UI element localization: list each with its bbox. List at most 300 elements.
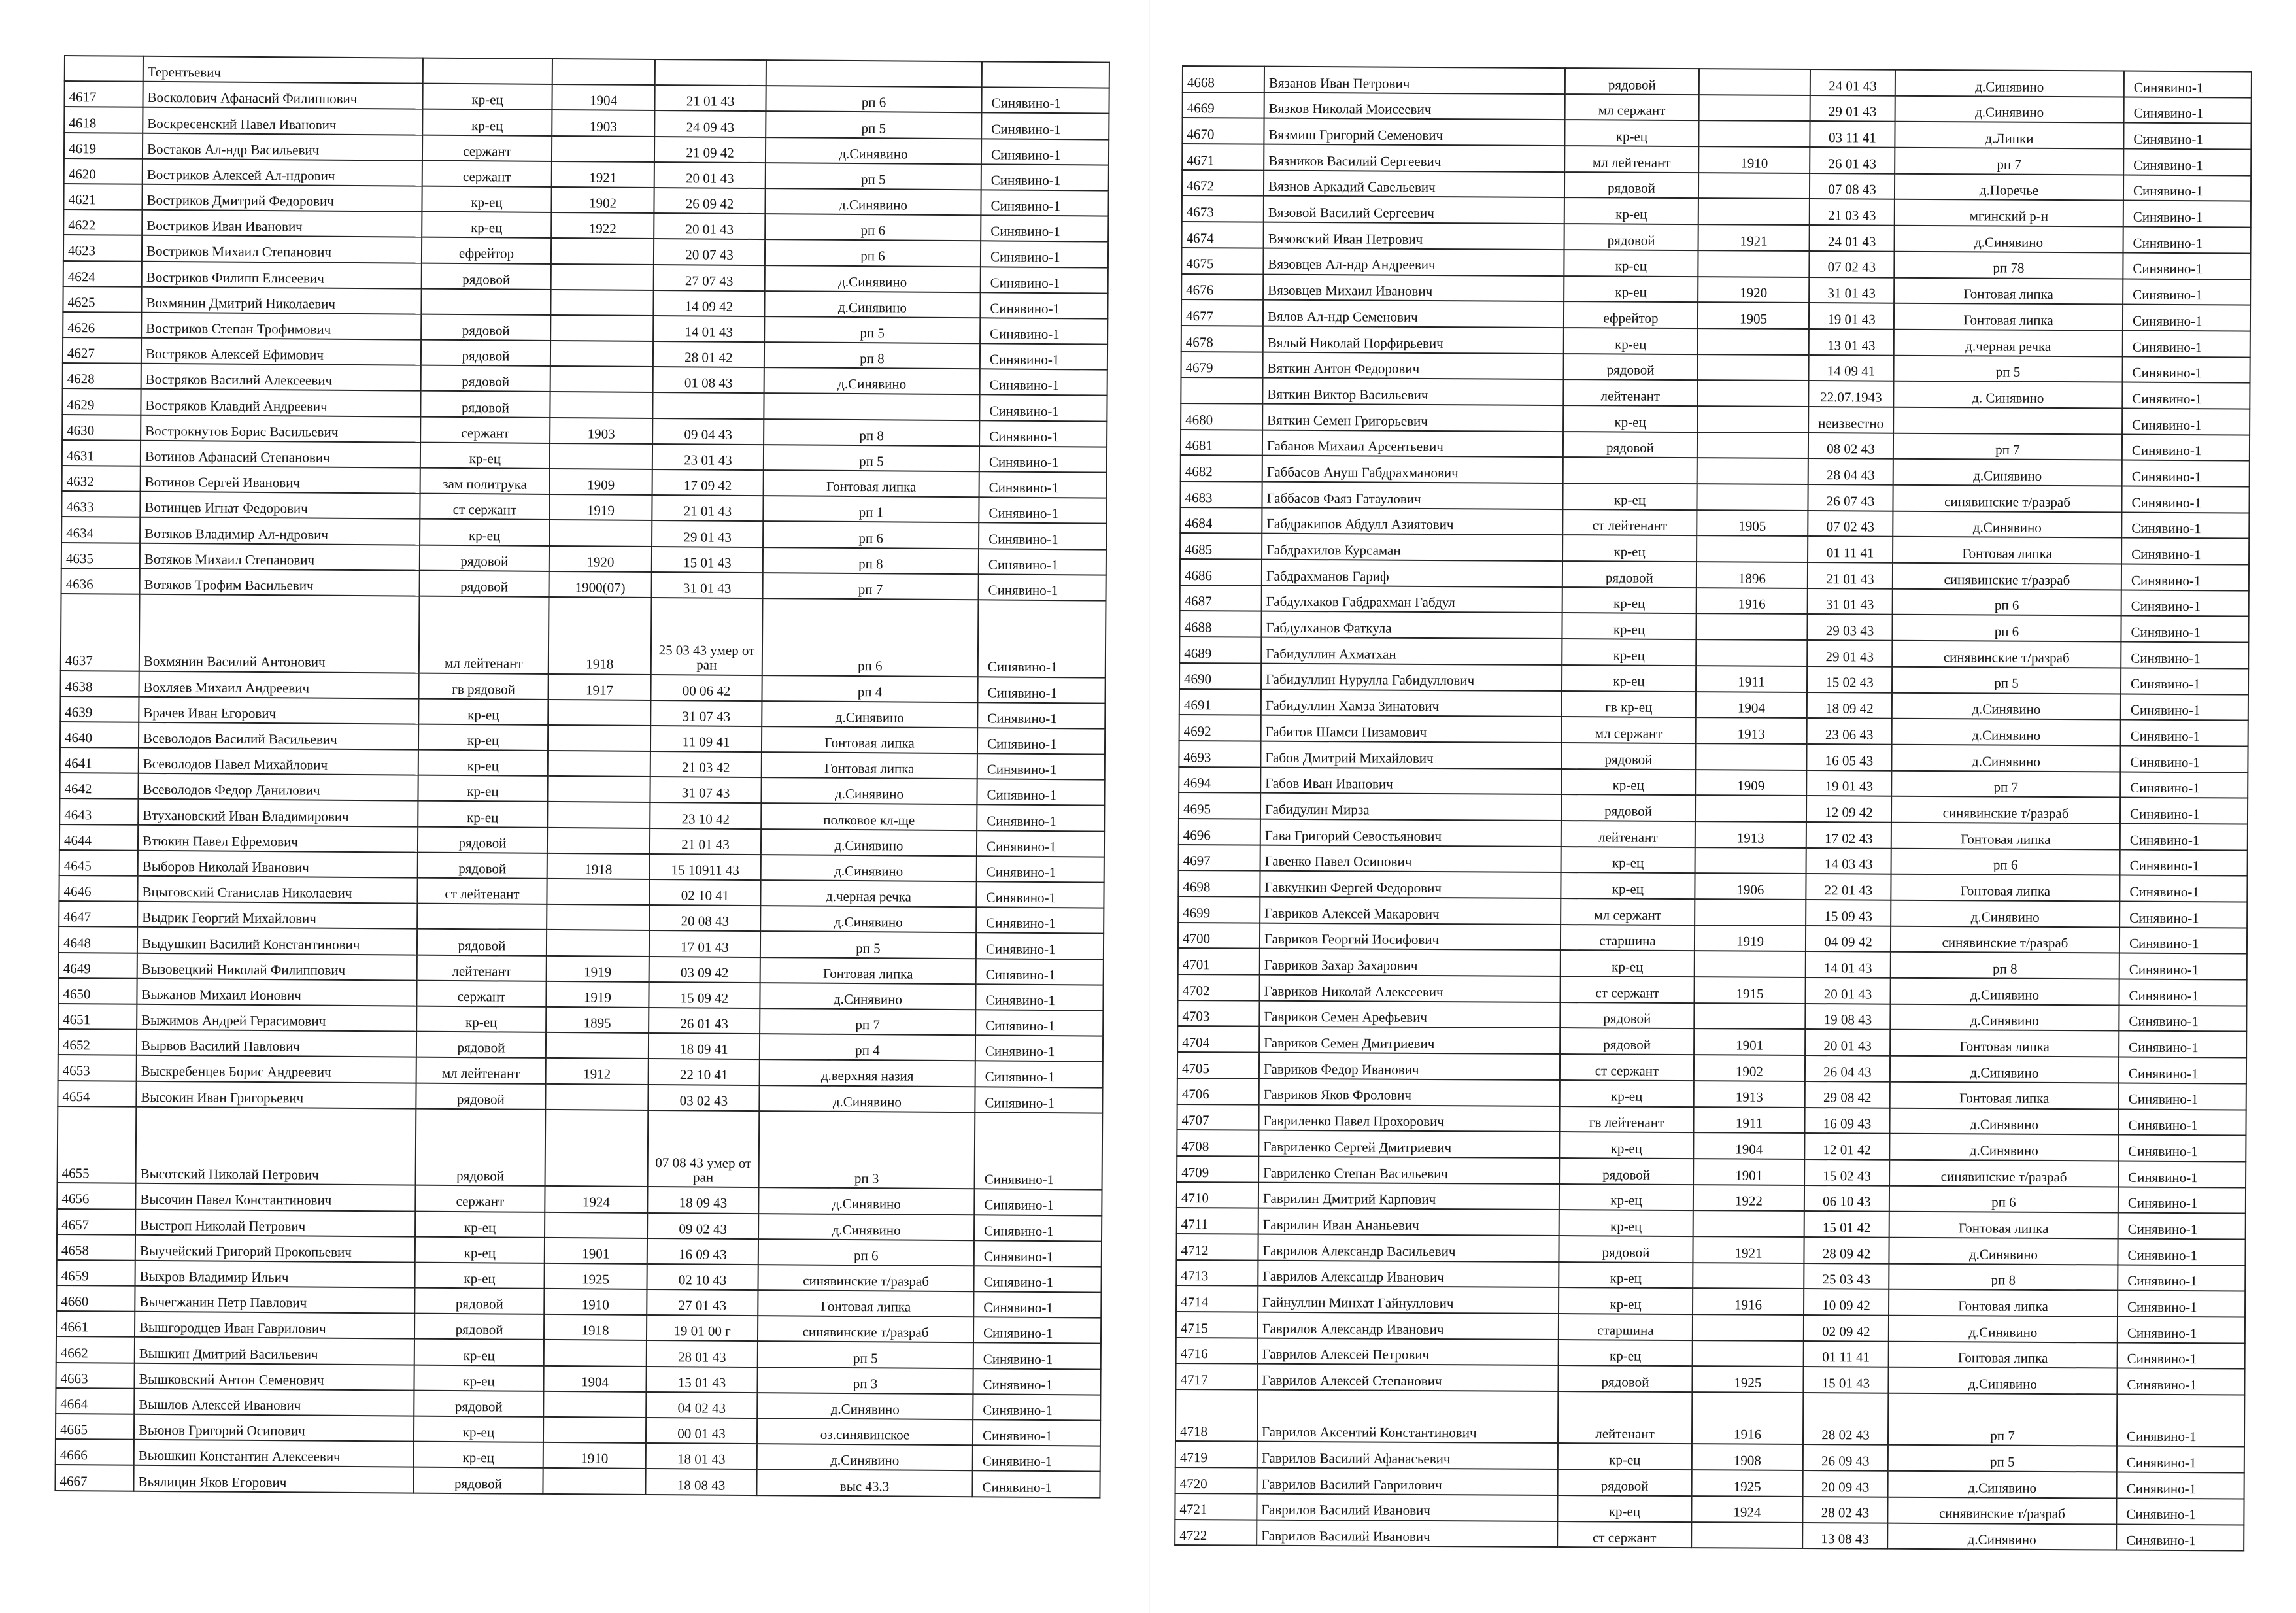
cell-number: 4710 — [1177, 1182, 1258, 1208]
cell-rank: кр-ец — [1557, 1495, 1691, 1522]
cell-cemetery: Синявино-1 — [977, 856, 1104, 882]
cell-rank: кр-ец — [420, 519, 549, 545]
cell-rank: рядовой — [1559, 1158, 1693, 1185]
cell-number: 4663 — [56, 1363, 134, 1389]
cell-birth-year: 1918 — [547, 853, 650, 879]
cell-birth-year: 1911 — [1693, 1107, 1804, 1134]
cell-birth-year — [1693, 1210, 1804, 1237]
cell-cemetery: Синявино-1 — [2119, 1083, 2246, 1110]
cell-name: Гаврилин Дмитрий Карпович — [1258, 1182, 1559, 1210]
cell-name: Вотинов Афанасий Степанович — [141, 441, 420, 468]
cell-place: д.Синявино — [1889, 1134, 2118, 1161]
cell-cemetery: Синявино-1 — [2123, 175, 2251, 201]
cell-name: Вялый Николай Порфирьевич — [1263, 326, 1564, 354]
cell-number: 4644 — [59, 824, 138, 851]
cell-date: 24 01 43 — [1810, 225, 1895, 251]
cell-number: 4717 — [1175, 1363, 1257, 1389]
cell-place — [764, 394, 979, 420]
cell-name: Всеволодов Павел Михайлович — [139, 748, 418, 775]
cell-name: Востриков Иван Иванович — [142, 210, 422, 237]
cell-place: рп 6 — [1891, 848, 2120, 875]
cell-cemetery: Синявино-1 — [2123, 123, 2251, 150]
cell-cemetery: Синявино-1 — [979, 471, 1107, 498]
cell-place: д.верхняя назия — [760, 1059, 975, 1086]
cell-rank: кр-ец — [422, 186, 551, 212]
cell-rank: ст сержант — [1560, 1054, 1694, 1081]
cell-cemetery: Синявино-1 — [2117, 1446, 2244, 1473]
cell-date: 14 09 42 — [653, 290, 764, 316]
cell-rank: рядовой — [414, 1390, 543, 1416]
cell-name: Выжанов Михаил Ионович — [137, 979, 416, 1006]
cell-date: 14 03 43 — [1806, 848, 1891, 874]
cell-cemetery: Синявино-1 — [976, 881, 1104, 908]
cell-rank: кр-ец — [1564, 276, 1698, 303]
cell-birth-year — [1698, 328, 1809, 355]
cell-cemetery: Синявино-1 — [2119, 1031, 2246, 1058]
cell-number: 4649 — [59, 953, 137, 979]
cell-birth-year — [548, 725, 650, 751]
cell-place: синявинские т/разраб — [758, 1265, 973, 1291]
cell-place: д.Синявино — [765, 265, 981, 292]
cell-place: рп 7 — [763, 573, 979, 600]
cell-place: Гонтовая липка — [1890, 1082, 2119, 1110]
cell-name: Востаков Ал-ндр Васильевич — [143, 133, 422, 160]
cell-cemetery: Синявино-1 — [981, 190, 1108, 216]
cell-place: д.Синявино — [1892, 719, 2121, 746]
cell-cemetery: Синявино-1 — [974, 1215, 1102, 1241]
table-row — [1175, 1389, 2244, 1447]
cell-place: мгинский р-н — [1895, 199, 2123, 227]
cell-date: 12 09 42 — [1806, 796, 1891, 822]
cell-name: Вырвов Василий Павлович — [137, 1030, 416, 1057]
cell-date: 19 08 43 — [1805, 1004, 1890, 1030]
cell-date: 02 10 41 — [649, 879, 760, 906]
cell-place: рп 8 — [764, 342, 980, 369]
cell-birth-year: 1925 — [1692, 1470, 1803, 1497]
cell-place: д.Синявино — [761, 777, 977, 804]
cell-birth-year: 1918 — [544, 1314, 647, 1340]
cell-cemetery: Синявино-1 — [2124, 97, 2252, 124]
cell-birth-year — [1699, 95, 1810, 122]
cell-date: 13 01 43 — [1809, 329, 1894, 355]
cell-cemetery: Синявино-1 — [2120, 772, 2248, 798]
cell-rank: рядовой — [416, 1083, 545, 1109]
cell-name: Выскребенцев Борис Андреевич — [137, 1055, 416, 1083]
cell-cemetery: Синявино-1 — [2122, 382, 2250, 409]
cell-cemetery: Синявино-1 — [2123, 201, 2251, 228]
cell-birth-year: 1922 — [551, 212, 654, 239]
cell-birth-year: 1920 — [549, 546, 652, 572]
cell-birth-year: 1904 — [543, 1366, 646, 1392]
cell-date: 17 01 43 — [649, 930, 760, 957]
cell-rank: кр-ец — [414, 1365, 543, 1391]
cell-place: рп 5 — [760, 931, 976, 958]
cell-cemetery: Синявино-1 — [2118, 1291, 2245, 1317]
cell-name: Высочин Павел Константинович — [135, 1183, 415, 1211]
cell-cemetery: Синявино-1 — [2123, 330, 2250, 357]
cell-name: Габитов Шамси Низамович — [1261, 715, 1562, 743]
cell-number — [1181, 377, 1262, 403]
cell-birth-year: 1916 — [1693, 1288, 1804, 1315]
cell-cemetery: Синявино-1 — [2118, 1317, 2245, 1344]
cell-place: Гонтовая липка — [1890, 1030, 2119, 1057]
cell-date: 00 06 42 — [650, 675, 762, 701]
cell-place: д.Синявино — [761, 829, 977, 856]
cell-birth-year — [1696, 614, 1807, 641]
cell-number: 4639 — [60, 696, 139, 722]
cell-cemetery: Синявино-1 — [2121, 694, 2248, 721]
cell-date: 26 09 42 — [654, 188, 765, 214]
cell-cemetery: Синявино-1 — [2118, 1187, 2246, 1214]
cell-place — [1893, 407, 2122, 435]
cell-date: 29 01 43 — [652, 520, 763, 547]
cell-rank: сержант — [422, 135, 552, 161]
cell-number: 4656 — [57, 1183, 135, 1209]
cell-cemetery: Синявино-1 — [978, 600, 1106, 677]
cell-date: 13 08 43 — [1802, 1523, 1887, 1549]
cell-date: 29 01 43 — [1810, 95, 1895, 122]
cell-birth-year — [549, 520, 652, 546]
cell-rank: ст сержант — [420, 494, 549, 520]
cell-name: Габбасов Ануш Габдрахманович — [1262, 456, 1563, 483]
cell-cemetery: Синявино-1 — [2123, 252, 2250, 279]
cell-birth-year — [551, 263, 654, 290]
cell-name: Гаврилов Александр Иванович — [1258, 1312, 1559, 1340]
cell-cemetery: Синявино-1 — [977, 779, 1104, 806]
cell-number: 4691 — [1179, 688, 1261, 715]
cell-cemetery: Синявино-1 — [979, 549, 1106, 575]
cell-date: 31 07 43 — [650, 700, 762, 726]
cell-place: Гонтовая липка — [758, 1290, 973, 1317]
cell-name: Вьюшкин Константин Алексеевич — [134, 1440, 414, 1467]
cell-birth-year — [1698, 250, 1809, 277]
cell-place: д.Синявино — [1893, 511, 2121, 538]
right-page-rows — [1175, 66, 2252, 1551]
cell-place: рп 1 — [763, 496, 979, 522]
cell-date: 14 01 43 — [653, 316, 764, 342]
cell-birth-year: 1916 — [1697, 588, 1808, 615]
cell-place: синявинские т/разраб — [1893, 563, 2121, 590]
cell-number: 4702 — [1178, 974, 1260, 1000]
cell-name: Габидуллин Ахматхан — [1261, 637, 1562, 665]
cell-rank: лейтенант — [1561, 821, 1695, 847]
cell-place: рп 5 — [766, 111, 981, 138]
cell-birth-year — [550, 443, 652, 469]
cell-cemetery: Синявино-1 — [2117, 1395, 2244, 1447]
cell-name: Вохмянин Василий Антонович — [139, 594, 420, 673]
cell-cemetery: Синявино-1 — [2119, 979, 2246, 1006]
cell-place: полковое кл-ще — [761, 804, 977, 830]
cell-cemetery: Синявино-1 — [2123, 279, 2250, 305]
cell-place: рп 7 — [1891, 770, 2120, 798]
table-row — [1175, 1519, 2244, 1550]
cell-date: 17 09 42 — [652, 469, 764, 496]
cell-place: д.Синявино — [760, 983, 975, 1010]
cell-rank: рядовой — [420, 570, 549, 596]
cell-rank: кр-ец — [1561, 872, 1695, 899]
cell-birth-year — [550, 341, 653, 367]
cell-place: Гонтовая липка — [764, 470, 979, 497]
cell-rank: сержант — [422, 160, 552, 186]
cell-number: 4708 — [1177, 1130, 1258, 1156]
cell-cemetery: Синявино-1 — [976, 908, 1104, 934]
cell-name: Вяткин Семен Григорьевич — [1262, 404, 1563, 432]
cell-rank: ст сержант — [1557, 1521, 1691, 1548]
cell-place: оз.синявинское — [757, 1418, 973, 1445]
cell-date: 22.07.1943 — [1808, 381, 1893, 407]
cell-cemetery: Синявино-1 — [981, 139, 1109, 165]
cell-place: д.Синявино — [764, 367, 980, 394]
cell-number: 4683 — [1180, 481, 1262, 507]
cell-place: д.Синявино — [766, 137, 981, 164]
cell-name: Врачев Иван Егорович — [139, 696, 418, 724]
cell-birth-year: 1906 — [1695, 873, 1806, 900]
cell-rank: рядовой — [1558, 1469, 1692, 1496]
cell-number: 4617 — [64, 81, 143, 107]
cell-birth-year — [547, 802, 650, 828]
cell-number: 4703 — [1177, 1000, 1259, 1027]
cell-birth-year: 1909 — [550, 469, 652, 495]
cell-number: 4685 — [1180, 533, 1262, 559]
cell-name: Вязовцев Ал-ндр Андреевич — [1263, 248, 1564, 275]
cell-number: 4626 — [63, 312, 141, 338]
cell-cemetery: Синявино-1 — [2121, 564, 2249, 591]
cell-place: синявинские т/разраб — [758, 1316, 973, 1342]
cell-name: Гавриков Георгий Иосифович — [1260, 923, 1561, 950]
cell-rank: рядовой — [1558, 1365, 1692, 1392]
cell-number: 4696 — [1179, 819, 1260, 845]
cell-date: 20 01 43 — [654, 213, 765, 239]
cell-name: Вотяков Михаил Степанович — [140, 543, 420, 570]
cell-rank: кр-ец — [418, 775, 547, 802]
cell-cemetery: Синявино-1 — [980, 318, 1107, 344]
cell-number: 4624 — [63, 260, 142, 286]
cell-cemetery: Синявино-1 — [2118, 1265, 2245, 1291]
cell-number: 4705 — [1177, 1052, 1259, 1078]
cell-birth-year — [1697, 354, 1808, 381]
cell-number: 4706 — [1177, 1078, 1259, 1104]
cell-number: 4719 — [1175, 1441, 1257, 1467]
cell-date: 28 04 43 — [1808, 458, 1893, 484]
cell-cemetery: Синявино-1 — [979, 395, 1107, 421]
cell-cemetery: Синявино-1 — [973, 1266, 1101, 1292]
cell-rank: кр-ец — [1564, 198, 1698, 225]
cell-date: 29 08 42 — [1805, 1081, 1890, 1108]
cell-birth-year: 1919 — [547, 956, 649, 982]
cell-birth-year: 1910 — [543, 1442, 646, 1469]
cell-cemetery: Синявино-1 — [975, 1112, 1103, 1190]
cell-date: 09 02 43 — [647, 1212, 758, 1238]
cell-birth-year: 1905 — [1697, 510, 1808, 537]
cell-name: Гавриленко Степан Васильевич — [1258, 1157, 1559, 1184]
cell-date: 21 01 43 — [652, 495, 763, 521]
cell-place: Гонтовая липка — [1894, 303, 2123, 331]
cell-cemetery: Синявино-1 — [2123, 305, 2250, 331]
cell-name: Вычегжанин Петр Павлович — [135, 1286, 414, 1314]
cell-rank: кр-ец — [1559, 1210, 1693, 1236]
cell-birth-year: 1918 — [549, 597, 652, 675]
cell-birth-year: 1910 — [544, 1289, 647, 1315]
cell-name: Габдрахилов Курсаман — [1262, 534, 1562, 561]
cell-rank — [423, 58, 552, 84]
cell-date: 01 11 41 — [1808, 536, 1893, 562]
cell-name: Востриков Михаил Степанович — [142, 235, 422, 263]
cell-date: 07 08 43 — [1810, 173, 1895, 199]
cell-number: 4650 — [58, 978, 137, 1004]
cell-date: 04 02 43 — [646, 1392, 757, 1418]
cell-rank: ст лейтенант — [417, 878, 547, 904]
cell-name: Выборов Николай Иванович — [138, 851, 418, 878]
cell-date: 23 06 43 — [1807, 718, 1892, 744]
cell-rank: гв рядовой — [418, 673, 548, 699]
cell-birth-year: 1916 — [1692, 1392, 1803, 1444]
cell-birth-year — [1697, 536, 1808, 563]
cell-name: Высокин Иван Григорьевич — [136, 1081, 416, 1108]
cell-number: 4688 — [1179, 611, 1261, 637]
cell-cemetery: Синявино-1 — [2120, 745, 2248, 772]
cell-date: 21 03 43 — [1810, 199, 1895, 225]
cell-number: 4641 — [60, 747, 139, 773]
cell-birth-year: 1901 — [1694, 1029, 1805, 1056]
cell-place: рп 6 — [762, 598, 979, 677]
cell-birth-year — [1698, 199, 1810, 226]
cell-name: Габов Иван Иванович — [1260, 767, 1561, 794]
cell-name: Восколович Афанасий Филиппович — [143, 82, 422, 109]
cell-date: 26 09 43 — [1803, 1444, 1888, 1470]
cell-cemetery: Синявино-1 — [974, 1189, 1102, 1215]
cell-rank: кр-ец — [422, 212, 551, 238]
cell-number: 4680 — [1181, 403, 1262, 430]
cell-cemetery: Синявино-1 — [981, 164, 1109, 190]
cell-place: д.Синявино — [1892, 692, 2121, 720]
cell-birth-year — [547, 828, 650, 854]
cell-name: Вотяков Трофим Васильевич — [140, 569, 420, 596]
cell-rank: рядовой — [421, 314, 550, 341]
cell-place: рп 4 — [760, 1034, 975, 1061]
cell-name: Вышлов Алексей Иванович — [134, 1389, 414, 1416]
cell-cemetery: Синявино-1 — [2117, 1368, 2244, 1395]
cell-date: 28 02 43 — [1803, 1393, 1888, 1445]
cell-cemetery: Синявино-1 — [2121, 590, 2249, 617]
cell-number: 4652 — [58, 1029, 137, 1055]
cell-name: Гавриков Семен Дмитриевич — [1259, 1027, 1560, 1054]
cell-rank: кр-ец — [420, 442, 550, 468]
cell-date: 17 02 43 — [1806, 822, 1891, 848]
cell-cemetery: Синявино-1 — [981, 267, 1108, 293]
cell-name: Гавриленко Сергей Дмитриевич — [1258, 1130, 1559, 1158]
cell-number: 4677 — [1181, 299, 1263, 326]
cell-number: 4694 — [1179, 767, 1260, 793]
cell-cemetery: Синявино-1 — [2123, 227, 2251, 254]
page-fold — [1149, 0, 1150, 1613]
cell-birth-year — [1693, 1314, 1804, 1341]
cell-name: Воскресенский Павел Иванович — [143, 107, 422, 135]
cell-date: 15 09 43 — [1806, 900, 1891, 926]
cell-name: Вязнов Аркадий Савельевич — [1264, 170, 1564, 197]
cell-number: 4697 — [1179, 845, 1260, 871]
cell-date: 28 01 43 — [647, 1340, 758, 1367]
cell-number: 4638 — [60, 671, 139, 697]
cell-rank: кр-ец — [1562, 587, 1697, 614]
cell-cemetery: Синявино-1 — [975, 1061, 1103, 1087]
cell-cemetery: Синявино-1 — [2116, 1524, 2244, 1551]
cell-rank: рядовой — [413, 1467, 543, 1493]
cell-rank: рядовой — [414, 1314, 544, 1340]
cell-place: Гонтовая липка — [1893, 537, 2121, 564]
cell-number: 4686 — [1180, 559, 1262, 585]
cell-rank: мл сержант — [1561, 898, 1695, 925]
cell-cemetery: Синявино-1 — [2121, 486, 2249, 513]
cell-place: синявинские т/разраб — [1889, 1160, 2118, 1187]
cell-place: Гонтовая липка — [762, 752, 977, 779]
cell-cemetery: Синявино-1 — [972, 1471, 1100, 1497]
cell-number: 4720 — [1175, 1467, 1257, 1493]
cell-birth-year — [1695, 899, 1806, 926]
cell-birth-year: 1911 — [1696, 666, 1807, 692]
cell-cemetery: Синявино-1 — [980, 292, 1107, 318]
cell-cemetery: Синявино-1 — [2118, 1161, 2246, 1187]
cell-name: Высотский Николай Петрович — [136, 1106, 416, 1185]
cell-place: д.Синявино — [1893, 459, 2122, 486]
cell-place: д.Синявино — [762, 701, 977, 728]
cell-name: Всеволодов Василий Васильевич — [139, 722, 418, 750]
cell-number: 4631 — [62, 440, 141, 466]
cell-place: рп 6 — [763, 521, 979, 548]
cell-birth-year — [1691, 1522, 1802, 1549]
cell-birth-year: 1901 — [1693, 1159, 1804, 1185]
cell-birth-year — [1697, 458, 1808, 484]
cell-cemetery: Синявино-1 — [980, 369, 1107, 396]
cell-date: 28 01 42 — [653, 341, 764, 367]
cell-rank: рядовой — [416, 1108, 546, 1186]
cell-number: 4668 — [1183, 66, 1264, 92]
cell-name: Гавриков Федор Иванович — [1259, 1053, 1560, 1080]
cell-rank: лейтенант — [417, 955, 547, 981]
cell-rank: рядовой — [420, 545, 549, 571]
cell-name: Габдракипов Абдулл Азиятович — [1262, 507, 1562, 535]
cell-name: Гавенко Павел Осипович — [1260, 845, 1561, 872]
cell-place: д.Синявино — [1890, 1056, 2119, 1083]
cell-rank: рядовой — [1563, 432, 1697, 458]
cell-number: 4698 — [1178, 870, 1260, 896]
cell-number: 4646 — [59, 875, 137, 902]
cell-number: 4673 — [1182, 195, 1264, 222]
cell-place: д.Синявино — [765, 188, 981, 215]
cell-rank: кр-ец — [1561, 847, 1695, 874]
cell-birth-year: 1903 — [552, 110, 654, 136]
cell-rank: кр-ец — [1558, 1443, 1692, 1470]
cell-birth-year: 1896 — [1697, 562, 1808, 588]
cell-rank: кр-ец — [414, 1339, 544, 1365]
cell-date: 16 09 43 — [1804, 1108, 1889, 1134]
cell-place: д.черная речка — [1894, 330, 2123, 357]
cell-birth-year — [547, 904, 649, 930]
cell-date: 26 04 43 — [1805, 1055, 1890, 1081]
cell-rank: мл лейтенант — [1564, 146, 1698, 173]
cell-place: выс 43.3 — [756, 1469, 972, 1496]
cell-name: Габанов Михаил Арсентьевич — [1262, 430, 1563, 457]
cell-birth-year — [551, 238, 654, 264]
cell-birth-year: 1920 — [1698, 277, 1809, 303]
cell-cemetery: Синявино-1 — [2121, 642, 2248, 669]
cell-place: рп 6 — [1889, 1185, 2118, 1213]
cell-cemetery: Синявино-1 — [973, 1445, 1100, 1471]
cell-date: 23 01 43 — [652, 444, 764, 470]
cell-place: синявинские т/разраб — [1891, 796, 2120, 824]
cell-place: д.Синявино — [1891, 745, 2120, 772]
cell-cemetery: Синявино-1 — [2119, 902, 2247, 928]
cell-number: 4636 — [61, 568, 140, 594]
